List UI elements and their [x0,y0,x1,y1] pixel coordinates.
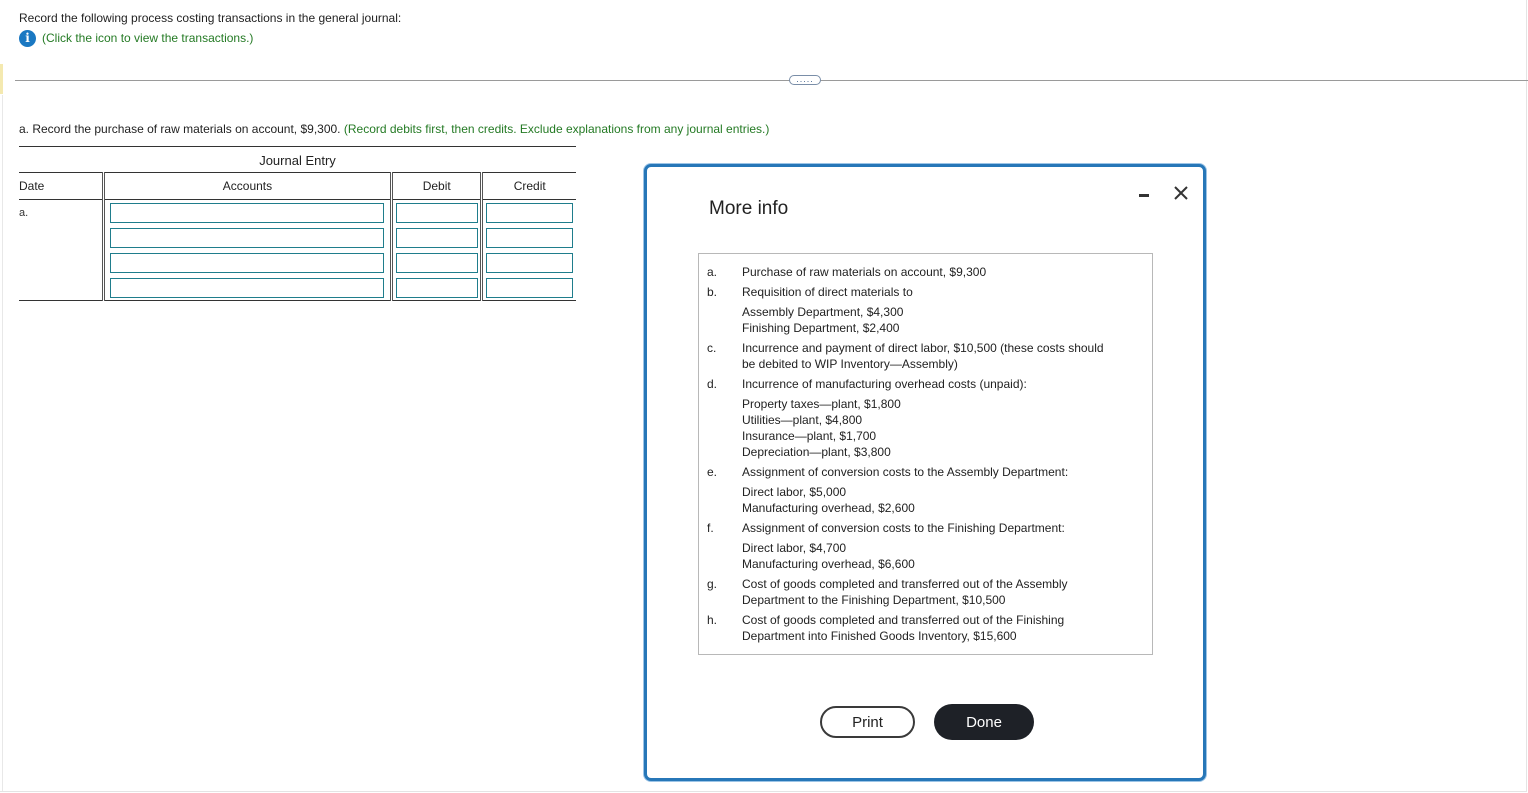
debit-header: Debit [391,173,482,200]
credit-header: Credit [482,173,576,200]
transaction-detail: Assembly Department, $4,300 [742,305,904,319]
date-cell [19,250,103,275]
debit-input[interactable] [396,203,478,223]
transaction-details [742,304,1144,336]
date-cell [19,225,103,250]
transaction-body [742,464,1144,516]
close-icon[interactable] [1171,183,1191,203]
transaction-body [742,612,1144,644]
transaction-detail: Property taxes—plant, $1,800 [742,397,901,411]
view-transactions-link[interactable]: (Click the icon to view the transactions.) [42,31,254,45]
credit-input[interactable] [486,203,573,223]
transaction-line: Cost of goods completed and transferred out of the Assembly [742,577,1068,591]
transaction-item [707,284,1144,336]
transaction-body [742,264,1144,280]
debit-input[interactable] [396,278,478,298]
journal-row [19,275,576,301]
date-cell: a. [19,206,29,219]
transaction-body [742,376,1144,460]
account-input[interactable] [110,278,384,298]
transaction-line: Department into Finished Goods Inventory, $15,600 [742,629,1017,643]
transaction-detail: Insurance—plant, $1,700 [742,429,877,443]
transaction-item [707,576,1144,608]
transaction-line: Incurrence of manufacturing overhead costs (unpaid): [742,377,1027,391]
credit-input[interactable] [486,278,573,298]
journal-header-row [19,173,576,200]
minimize-icon[interactable] [1139,194,1149,197]
transaction-detail: Finishing Department, $2,400 [742,321,900,335]
done-button[interactable]: Done [934,704,1034,740]
expand-more-button[interactable]: ..... [789,75,821,85]
transaction-detail: Depreciation—plant, $3,800 [742,445,891,459]
account-input[interactable] [110,203,384,223]
accounts-header: Accounts [103,173,391,200]
transaction-line: Assignment of conversion costs to the Finishing Department: [742,521,1065,535]
transaction-details [742,540,1144,572]
transaction-body [742,520,1144,572]
transaction-details [742,484,1144,516]
journal-row [19,250,576,275]
info-icon[interactable]: i [19,30,36,47]
dialog-title: More info [709,198,789,219]
account-input[interactable] [110,228,384,248]
transaction-detail: Direct labor, $4,700 [742,541,847,555]
transaction-detail: Utilities—plant, $4,800 [742,413,863,427]
transaction-item [707,464,1144,516]
question-instructions: (Record debits first, then credits. Exclude explanations from any journal entries.) [343,122,770,136]
transaction-details [742,396,1144,460]
transaction-detail: Direct labor, $5,000 [742,485,847,499]
debit-input[interactable] [396,228,478,248]
transaction-item [707,520,1144,572]
transaction-line: Cost of goods completed and transferred out of the Finishing [742,613,1065,627]
transaction-line: Assignment of conversion costs to the Assembly Department: [742,465,1069,479]
journal-top-rule [19,146,576,147]
transaction-body [742,576,1144,608]
transaction-item [707,264,1144,280]
print-button[interactable]: Print [820,706,915,738]
transaction-line: Incurrence and payment of direct labor, $10,500 (these costs should [742,341,1104,355]
section-divider [15,80,1528,81]
transactions-list [698,253,1153,655]
journal-title: Journal Entry [259,153,336,168]
transaction-label: a. [707,265,718,279]
transaction-line: Purchase of raw materials on account, $9,300 [742,265,987,279]
transaction-line: Requisition of direct materials to [742,285,913,299]
transaction-detail: Manufacturing overhead, $6,600 [742,557,915,571]
transaction-label: c. [707,341,717,355]
transaction-label: d. [707,377,718,391]
question-statement: a. Record the purchase of raw materials on account, $9,300. [19,122,341,136]
question-marker [0,64,3,94]
account-input[interactable] [110,253,384,273]
left-gutter [2,95,3,791]
transaction-label: g. [707,577,718,591]
date-header: Date [19,173,103,200]
debit-input[interactable] [396,253,478,273]
info-row [19,29,253,47]
journal-row [19,200,576,226]
transaction-body [742,284,1144,336]
transaction-label: b. [707,285,718,299]
transaction-item [707,376,1144,460]
transaction-item [707,340,1144,372]
journal-row [19,225,576,250]
transaction-line: Department to the Finishing Department, $10,500 [742,593,1006,607]
credit-input[interactable] [486,253,573,273]
credit-input[interactable] [486,228,573,248]
date-cell [19,275,103,301]
transaction-label: f. [707,521,714,535]
transaction-item [707,612,1144,644]
more-info-dialog [644,164,1206,781]
transaction-line: be debited to WIP Inventory—Assembly) [742,357,958,371]
problem-prompt: Record the following process costing transactions in the general journal: [19,11,402,25]
transaction-detail: Manufacturing overhead, $2,600 [742,501,915,515]
journal-table [19,172,576,301]
question-text [19,122,769,136]
transaction-body [742,340,1144,372]
transaction-label: h. [707,613,718,627]
transaction-label: e. [707,465,718,479]
